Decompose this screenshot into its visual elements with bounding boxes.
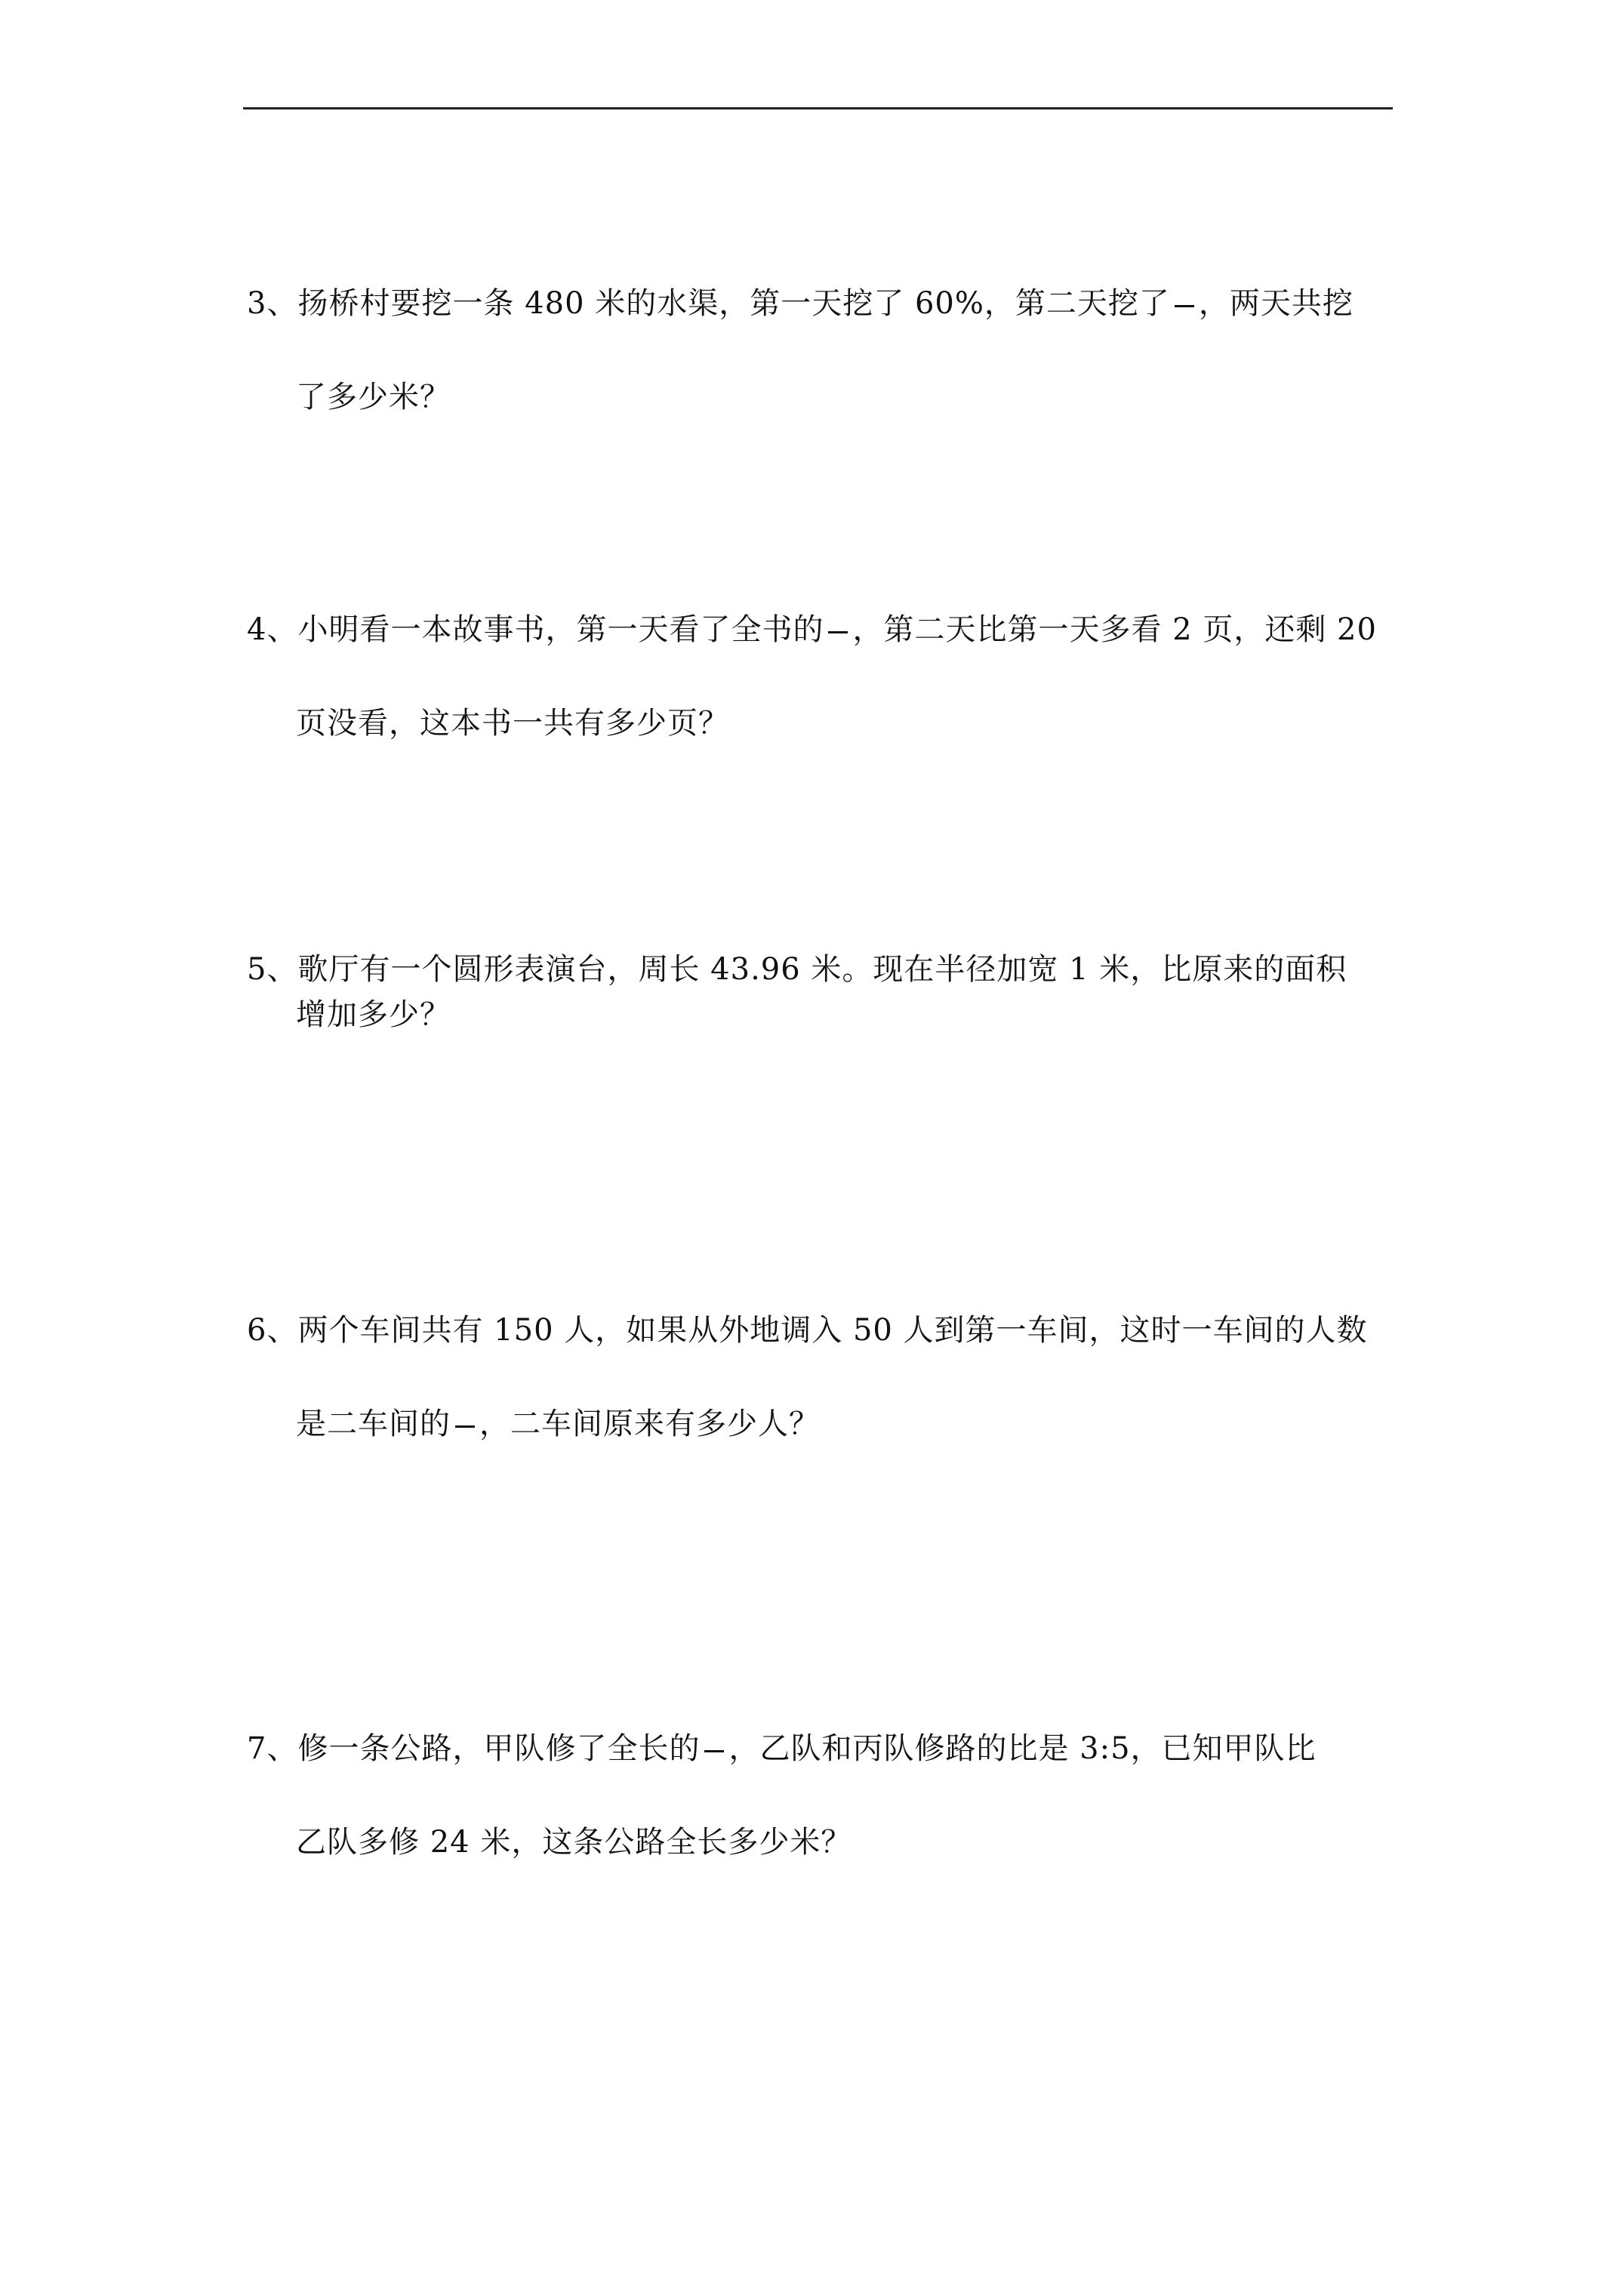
header-rule [243,107,1393,109]
problem-5-line-1 [247,948,1394,991]
problem-3-line-2 [247,376,1394,418]
problem-6-line-2 [247,1403,1394,1445]
problem-6 [247,1309,1394,1445]
fraction-blank [1175,305,1194,307]
problem-number: 5、 [247,952,298,987]
problem-3 [247,282,1394,418]
problem-7-line-2 [247,1821,1394,1863]
fraction-blank [828,631,848,633]
problem-text: 歌厅有一个圆形表演台，周长 43.96 米。现在半径加宽 1 米，比原来的面积 [297,952,1347,987]
problem-text: 了多少米？ [296,380,451,415]
problem-3-line-1 [247,282,1394,325]
problem-text: ，乙队和丙队修路的比是 3:5，已知甲队比 [728,1731,1317,1766]
problem-6-line-1 [247,1309,1394,1351]
problem-number: 7、 [247,1731,298,1766]
problem-text: 扬桥村要挖一条 480 米的水渠，第一天挖了 60%，第二天挖了 [297,286,1170,321]
problem-text: 增加多少？ [296,997,451,1032]
problem-text: ，二车间原来有多少人？ [479,1407,820,1441]
problem-number: 6、 [247,1313,298,1348]
problem-text: ，两天共挖 [1198,286,1354,321]
problem-4-line-2 [247,702,1394,744]
problem-5 [247,948,1394,1036]
problem-text: 页没看，这本书一共有多少页？ [296,706,729,741]
fraction-blank [455,1425,475,1428]
problem-7-line-1 [247,1727,1394,1770]
problem-7 [247,1727,1394,1863]
problem-text: 修一条公路，甲队修了全长的 [297,1731,701,1766]
problem-text: ，第二天比第一天多看 2 页，还剩 20 [852,612,1377,647]
problem-5-line-2 [247,994,1394,1036]
problem-text: 小明看一本故事书，第一天看了全书的 [297,612,824,647]
fraction-blank [704,1750,724,1752]
problem-number: 4、 [247,612,298,647]
problem-number: 3、 [247,286,298,321]
problem-text: 乙队多修 24 米，这条公路全长多少米？ [296,1825,852,1860]
problem-4 [247,609,1394,744]
problem-text: 两个车间共有 150 人，如果从外地调入 50 人到第一车间，这时一车间的人数 [297,1313,1368,1348]
problem-text: 是二车间的 [296,1407,451,1441]
problem-4-line-1 [247,609,1394,651]
